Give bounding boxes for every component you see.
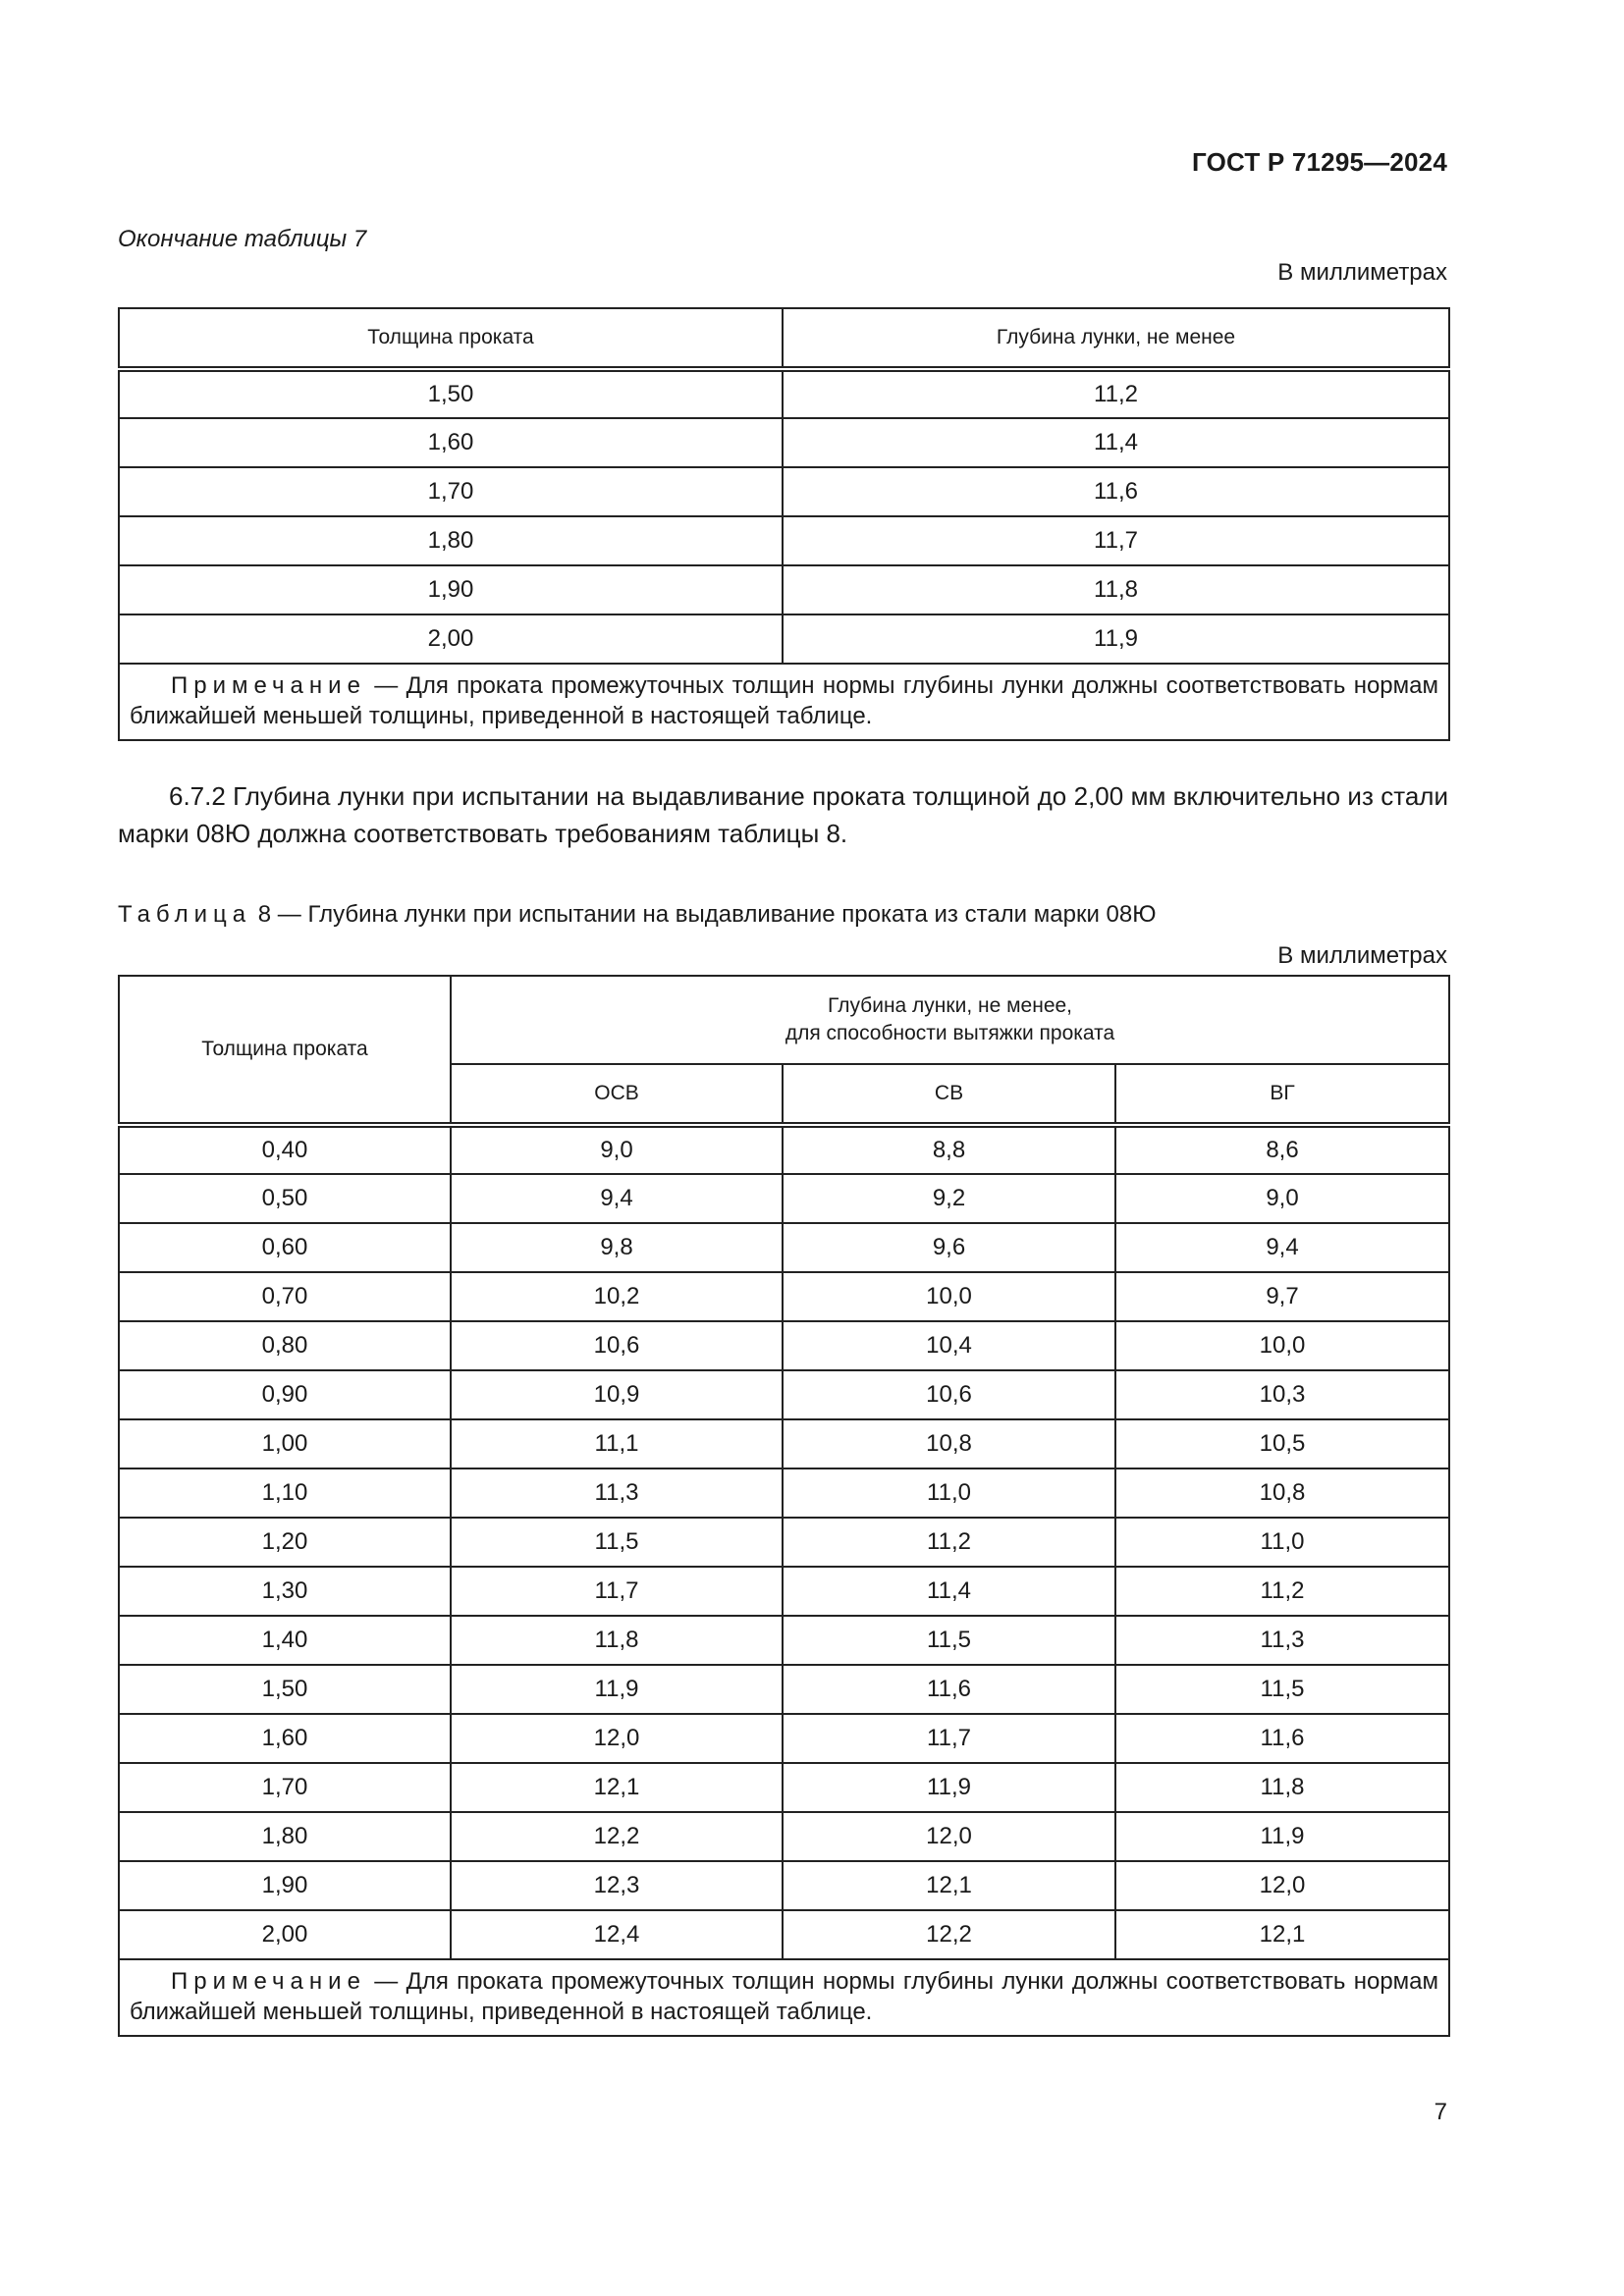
cell-depth-sv: 12,0 xyxy=(783,1812,1115,1861)
cell-thickness: 1,10 xyxy=(119,1468,451,1518)
cell-depth-sv: 12,1 xyxy=(783,1861,1115,1910)
cell-thickness: 0,40 xyxy=(119,1125,451,1174)
cell-thickness: 1,80 xyxy=(119,516,783,565)
cell-depth-osv: 9,0 xyxy=(451,1125,783,1174)
cell-thickness: 1,60 xyxy=(119,418,783,467)
cell-depth: 11,4 xyxy=(783,418,1449,467)
cell-depth-vg: 10,8 xyxy=(1115,1468,1449,1518)
table-row xyxy=(119,1370,1449,1419)
cell-depth-vg: 8,6 xyxy=(1115,1125,1449,1174)
cell-thickness: 2,00 xyxy=(119,614,783,664)
cell-thickness: 1,40 xyxy=(119,1616,451,1665)
cell-depth-osv: 11,3 xyxy=(451,1468,783,1518)
cell-thickness: 0,60 xyxy=(119,1223,451,1272)
table-row xyxy=(119,1223,1449,1272)
table8 xyxy=(118,975,1450,2037)
table8-note xyxy=(119,1959,1449,2036)
cell-depth-vg: 12,1 xyxy=(1115,1910,1449,1959)
cell-depth-osv: 10,9 xyxy=(451,1370,783,1419)
cell-depth-sv: 11,9 xyxy=(783,1763,1115,1812)
table-row xyxy=(119,1567,1449,1616)
cell-thickness: 0,70 xyxy=(119,1272,451,1321)
cell-depth-vg: 11,3 xyxy=(1115,1616,1449,1665)
cell-depth-osv: 12,3 xyxy=(451,1861,783,1910)
cell-depth-osv: 12,2 xyxy=(451,1812,783,1861)
cell-thickness: 0,90 xyxy=(119,1370,451,1419)
table-row xyxy=(119,1665,1449,1714)
table-row xyxy=(119,614,1449,664)
table8-title-text: 8 — Глубина лунки при испытании на выдавливание проката из стали марки 08Ю xyxy=(251,901,1157,928)
cell-depth-sv: 9,6 xyxy=(783,1223,1115,1272)
cell-thickness: 1,50 xyxy=(119,1665,451,1714)
cell-depth-sv: 10,8 xyxy=(783,1419,1115,1468)
table-row xyxy=(119,467,1449,516)
cell-thickness: 1,20 xyxy=(119,1518,451,1567)
cell-thickness: 1,00 xyxy=(119,1419,451,1468)
table-row xyxy=(119,1910,1449,1959)
cell-depth-sv: 10,4 xyxy=(783,1321,1115,1370)
cell-depth-vg: 11,8 xyxy=(1115,1763,1449,1812)
cell-depth-osv: 10,6 xyxy=(451,1321,783,1370)
table-row xyxy=(119,1861,1449,1910)
cell-depth-sv: 9,2 xyxy=(783,1174,1115,1223)
cell-thickness: 1,70 xyxy=(119,1763,451,1812)
table-row xyxy=(119,1125,1449,1174)
cell-depth-vg: 10,5 xyxy=(1115,1419,1449,1468)
cell-depth-vg: 11,5 xyxy=(1115,1665,1449,1714)
cell-depth-sv: 10,0 xyxy=(783,1272,1115,1321)
table7-note-text: — Для проката промежуточных толщин нормы глубины лунки должны соответствовать нормам ближайшей меньшей толщины, приведенной в настоящей таблице. xyxy=(130,672,1438,729)
table-row xyxy=(119,1174,1449,1223)
cell-depth-osv: 11,1 xyxy=(451,1419,783,1468)
table8-header-thickness: Толщина проката xyxy=(119,976,451,1125)
cell-depth-vg: 12,0 xyxy=(1115,1861,1449,1910)
cell-depth: 11,8 xyxy=(783,565,1449,614)
table7-header-thickness: Толщина проката xyxy=(119,308,783,369)
cell-depth: 11,7 xyxy=(783,516,1449,565)
table7 xyxy=(118,307,1450,741)
table7-note-label: Примечание xyxy=(171,672,366,699)
document-code: ГОСТ Р 71295—2024 xyxy=(1192,147,1447,177)
cell-depth-vg: 9,4 xyxy=(1115,1223,1449,1272)
table8-note-label: Примечание xyxy=(171,1968,366,1995)
table-row xyxy=(119,1468,1449,1518)
cell-depth-vg: 11,9 xyxy=(1115,1812,1449,1861)
table-row xyxy=(119,369,1449,418)
cell-depth-vg: 10,0 xyxy=(1115,1321,1449,1370)
table-row xyxy=(119,1714,1449,1763)
cell-thickness: 1,50 xyxy=(119,369,783,418)
cell-thickness: 1,60 xyxy=(119,1714,451,1763)
page-number: 7 xyxy=(1434,2099,1447,2125)
cell-depth-vg: 11,6 xyxy=(1115,1714,1449,1763)
table8-header-group-line2: для способности вытяжки проката xyxy=(785,1022,1115,1044)
cell-depth: 11,6 xyxy=(783,467,1449,516)
cell-depth: 11,2 xyxy=(783,369,1449,418)
cell-thickness: 0,50 xyxy=(119,1174,451,1223)
cell-depth-osv: 9,8 xyxy=(451,1223,783,1272)
table8-header-group-line1: Глубина лунки, не менее, xyxy=(828,994,1073,1017)
cell-thickness: 0,80 xyxy=(119,1321,451,1370)
cell-depth-osv: 11,9 xyxy=(451,1665,783,1714)
cell-depth-sv: 11,0 xyxy=(783,1468,1115,1518)
cell-depth-osv: 12,4 xyxy=(451,1910,783,1959)
table-row xyxy=(119,1272,1449,1321)
table8-units: В миллиметрах xyxy=(1277,942,1447,969)
cell-depth-osv: 11,7 xyxy=(451,1567,783,1616)
cell-depth-sv: 8,8 xyxy=(783,1125,1115,1174)
table7-units: В миллиметрах xyxy=(1277,259,1447,286)
cell-depth-osv: 11,5 xyxy=(451,1518,783,1567)
cell-depth: 11,9 xyxy=(783,614,1449,664)
cell-depth-osv: 10,2 xyxy=(451,1272,783,1321)
table-row xyxy=(119,1616,1449,1665)
cell-depth-vg: 10,3 xyxy=(1115,1370,1449,1419)
table7-note xyxy=(119,664,1449,740)
table-row xyxy=(119,1321,1449,1370)
paragraph-6-7-2: 6.7.2 Глубина лунки при испытании на выдавливание проката толщиной до 2,00 мм включительно из стали марки 08Ю должна соответствовать требованиям таблицы 8. xyxy=(118,781,1448,848)
cell-depth-osv: 11,8 xyxy=(451,1616,783,1665)
cell-depth-sv: 11,4 xyxy=(783,1567,1115,1616)
table8-title-label: Таблица xyxy=(118,901,252,928)
table8-note-text: — Для проката промежуточных толщин нормы глубины лунки должны соответствовать нормам ближайшей меньшей толщины, приведенной в настоящей таблице. xyxy=(130,1968,1439,2025)
cell-thickness: 2,00 xyxy=(119,1910,451,1959)
cell-thickness: 1,80 xyxy=(119,1812,451,1861)
table8-header-sv: СВ xyxy=(783,1064,1115,1125)
table-row xyxy=(119,565,1449,614)
cell-depth-vg: 11,0 xyxy=(1115,1518,1449,1567)
table8-header-vg: ВГ xyxy=(1115,1064,1449,1125)
table8-header-osv: ОСВ xyxy=(451,1064,783,1125)
cell-thickness: 1,70 xyxy=(119,467,783,516)
table8-header-group xyxy=(451,976,1449,1064)
cell-thickness: 1,90 xyxy=(119,1861,451,1910)
table8-title xyxy=(118,901,1156,929)
cell-depth-sv: 11,7 xyxy=(783,1714,1115,1763)
cell-depth-sv: 12,2 xyxy=(783,1910,1115,1959)
cell-depth-sv: 11,6 xyxy=(783,1665,1115,1714)
table-row xyxy=(119,1763,1449,1812)
cell-depth-vg: 11,2 xyxy=(1115,1567,1449,1616)
cell-depth-sv: 10,6 xyxy=(783,1370,1115,1419)
table-row xyxy=(119,1419,1449,1468)
table-row xyxy=(119,418,1449,467)
cell-depth-osv: 12,1 xyxy=(451,1763,783,1812)
cell-thickness: 1,30 xyxy=(119,1567,451,1616)
cell-depth-sv: 11,5 xyxy=(783,1616,1115,1665)
table-row xyxy=(119,1518,1449,1567)
table-row xyxy=(119,1812,1449,1861)
cell-depth-osv: 12,0 xyxy=(451,1714,783,1763)
cell-thickness: 1,90 xyxy=(119,565,783,614)
cell-depth-osv: 9,4 xyxy=(451,1174,783,1223)
cell-depth-vg: 9,7 xyxy=(1115,1272,1449,1321)
table7-caption: Окончание таблицы 7 xyxy=(118,226,367,252)
table-row xyxy=(119,516,1449,565)
cell-depth-vg: 9,0 xyxy=(1115,1174,1449,1223)
cell-depth-sv: 11,2 xyxy=(783,1518,1115,1567)
table7-header-depth: Глубина лунки, не менее xyxy=(783,308,1449,369)
